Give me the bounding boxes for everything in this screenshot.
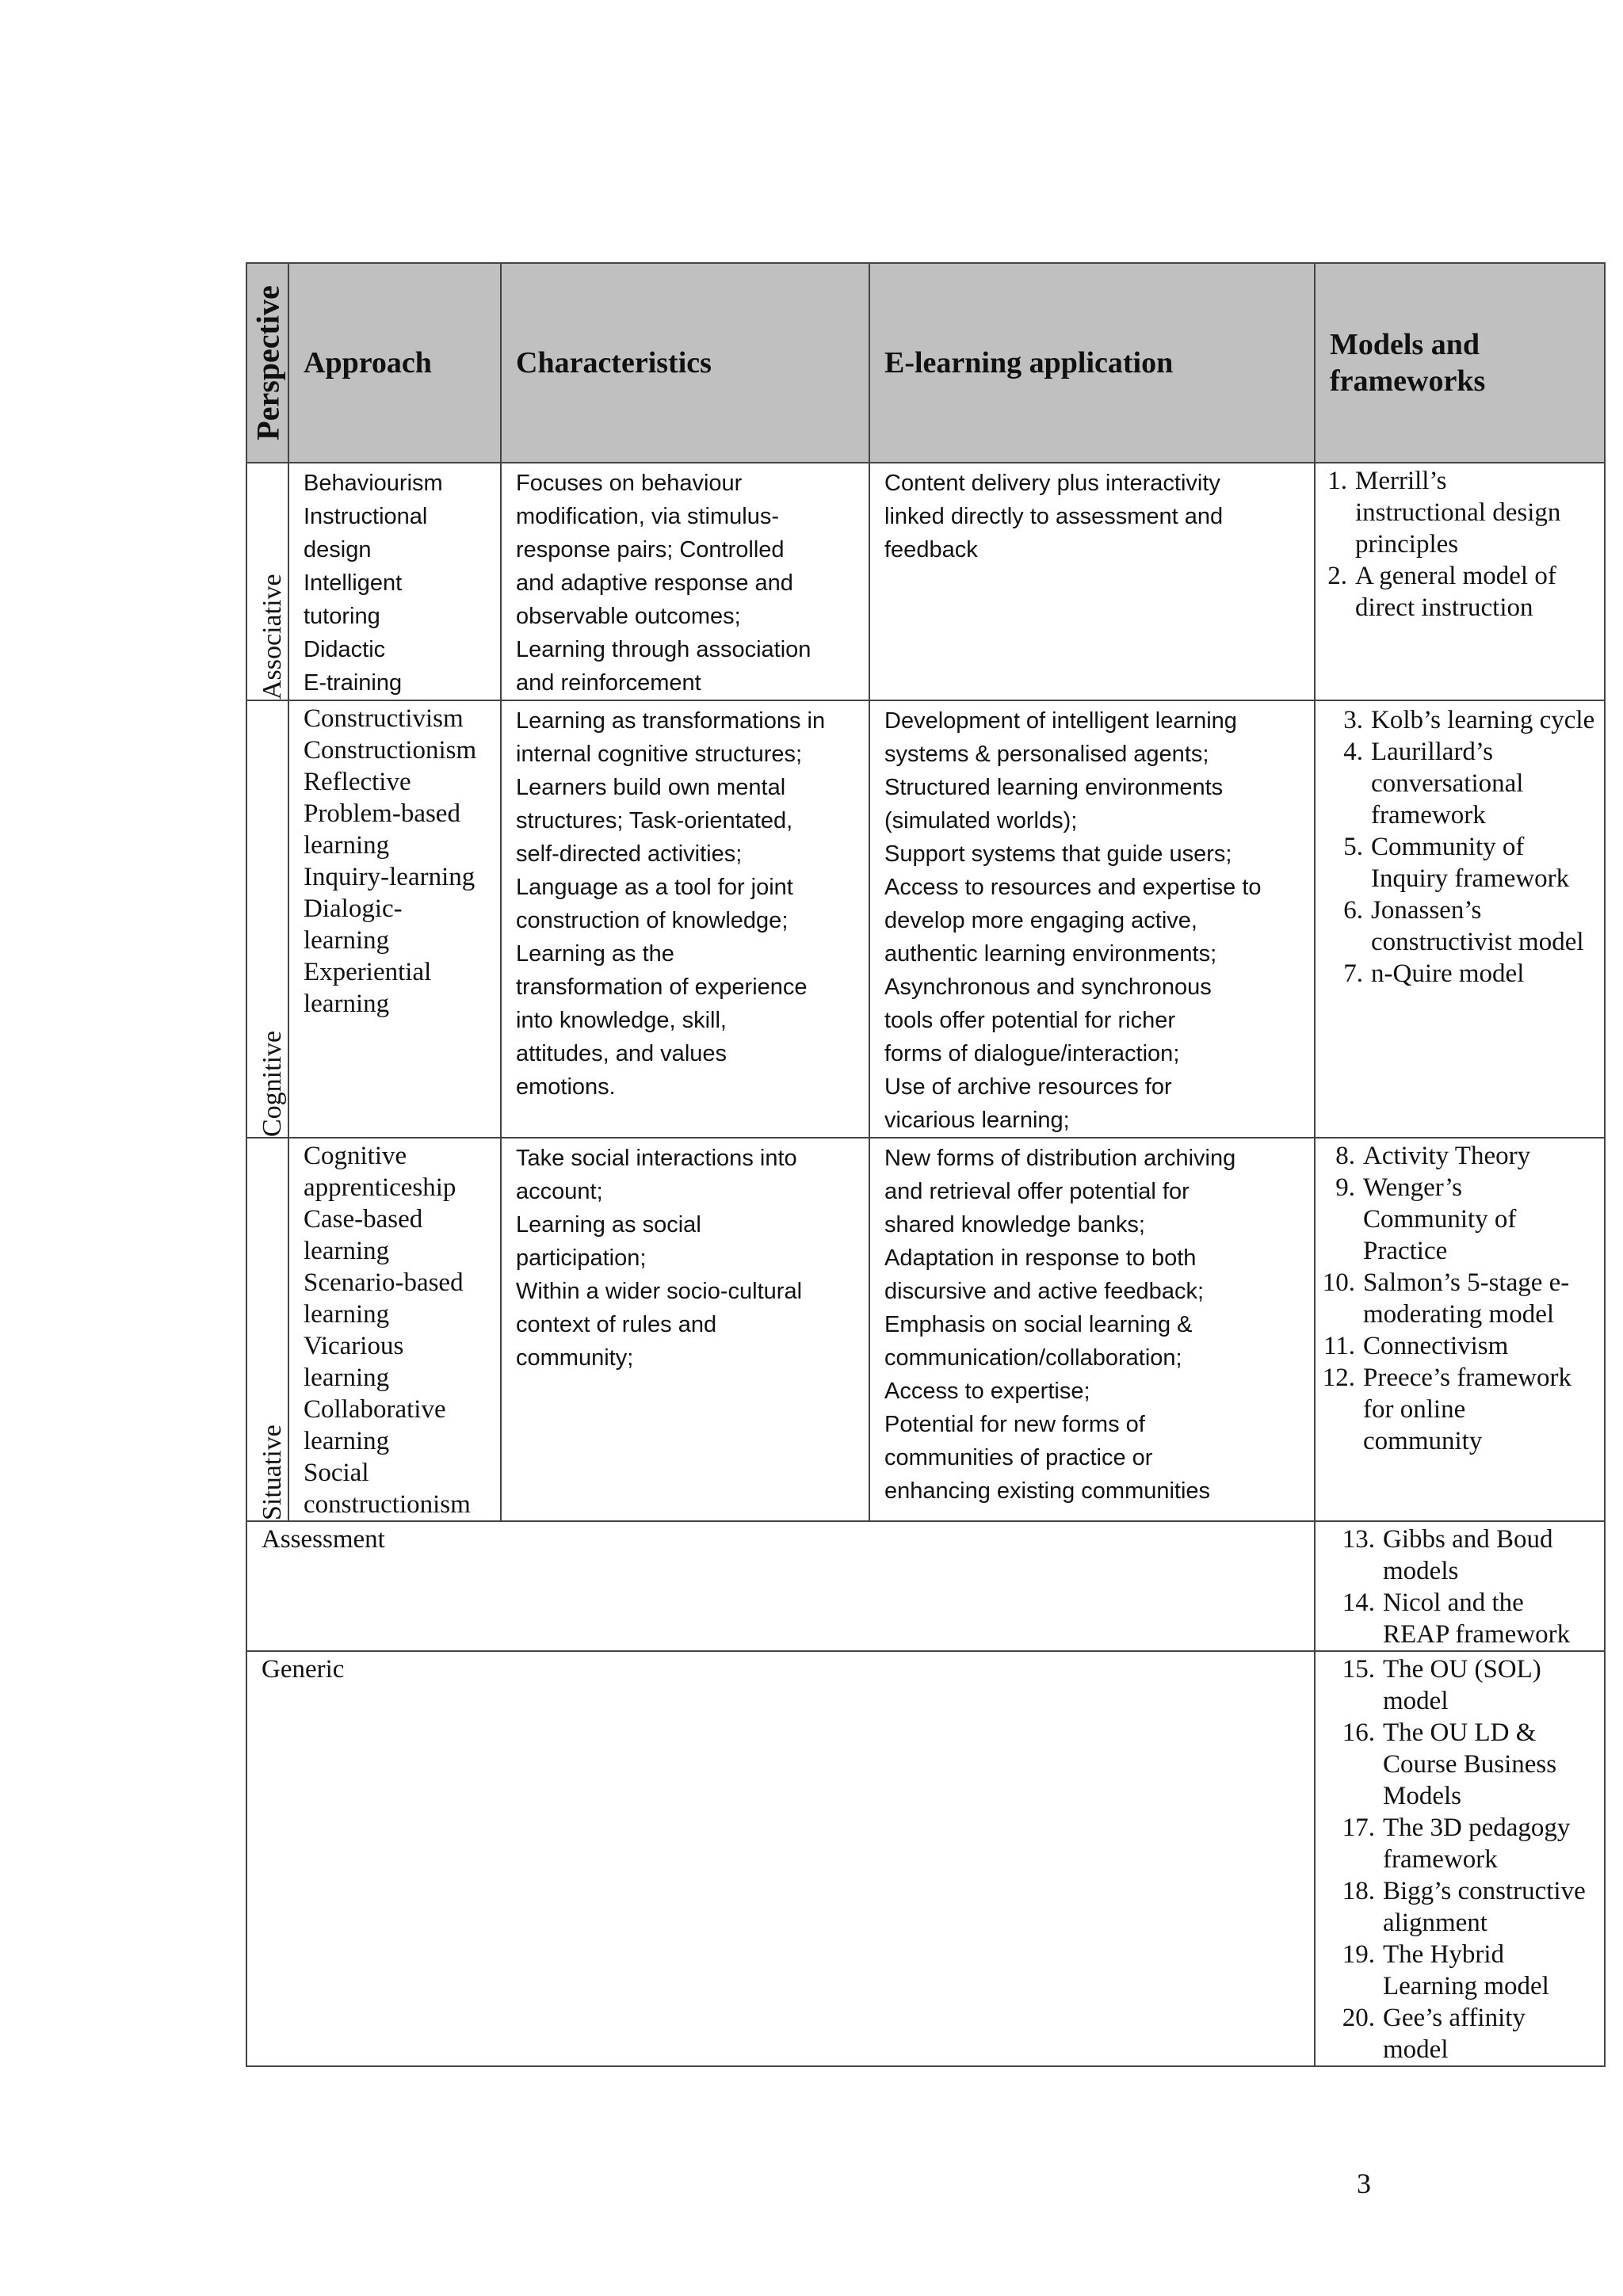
model-text-line: Inquiry framework <box>1371 864 1570 893</box>
text-line: linked directly to assessment and <box>884 504 1224 529</box>
text-line: modification, via stimulus- <box>516 504 779 529</box>
model-text <box>1363 1330 1604 1362</box>
model-text-line: Wenger’s <box>1363 1173 1463 1202</box>
text-line: discursive and active feedback; <box>884 1279 1204 1304</box>
text-line: Dialogic- <box>304 894 403 923</box>
model-item <box>1316 1812 1604 1875</box>
characteristics-text <box>502 1138 869 1375</box>
text-line: feedback <box>884 537 978 563</box>
model-text-line: community <box>1363 1427 1483 1455</box>
model-text-line: n-Quire model <box>1371 959 1525 988</box>
elearning-text <box>870 701 1314 1137</box>
row-associative <box>246 463 1605 700</box>
text-line: Learning through association <box>516 637 812 662</box>
text-line: Asynchronous and synchronous <box>884 974 1212 1000</box>
text-line: Experiential <box>304 958 432 986</box>
models-cell <box>1315 1521 1605 1651</box>
text-line: community; <box>516 1345 634 1371</box>
model-text-line: Kolb’s learning cycle <box>1371 706 1595 734</box>
model-text-line: Connectivism <box>1363 1332 1509 1360</box>
text-line: learning <box>304 1237 390 1265</box>
text-line: tools offer potential for richer <box>884 1008 1175 1033</box>
text-line: vicarious learning; <box>884 1108 1070 1133</box>
assessment-label: Assessment <box>262 1525 385 1554</box>
model-number: 3. <box>1343 706 1363 734</box>
header-characteristics-cell <box>501 263 869 463</box>
text-line: E-training <box>304 670 403 696</box>
models-cell <box>1315 1651 1605 2066</box>
model-number: 18. <box>1342 1877 1375 1905</box>
model-item <box>1316 1267 1604 1330</box>
model-number: 15. <box>1342 1655 1375 1684</box>
model-text-line: framework <box>1371 801 1486 830</box>
model-text-line: The OU (SOL) <box>1383 1655 1541 1684</box>
text-line: Structured learning environments <box>884 775 1224 800</box>
perspective-cell <box>246 1138 288 1521</box>
text-line: apprenticeship <box>304 1173 456 1202</box>
text-line: Within a wider socio-cultural <box>516 1279 803 1304</box>
text-line: tutoring <box>304 604 380 629</box>
model-item <box>1316 1587 1604 1650</box>
model-text <box>1355 465 1604 560</box>
model-text-line: Course Business <box>1383 1750 1557 1779</box>
model-text-line: The Hybrid <box>1383 1940 1505 1969</box>
perspective-label: Associative <box>257 574 287 700</box>
text-line: attitudes, and values <box>516 1041 727 1066</box>
text-line: Content delivery plus interactivity <box>884 471 1220 496</box>
model-text <box>1363 1267 1604 1330</box>
elearning-text <box>870 1138 1314 1508</box>
generic-label: Generic <box>262 1655 345 1684</box>
row-situative <box>246 1138 1605 1521</box>
text-line: internal cognitive structures; <box>516 742 803 767</box>
model-text <box>1383 1653 1604 1717</box>
model-number: 12. <box>1322 1363 1355 1392</box>
model-item <box>1316 1875 1604 1939</box>
model-item <box>1316 1653 1604 1717</box>
text-line: Vicarious <box>304 1332 404 1360</box>
model-item <box>1316 1524 1604 1587</box>
model-item <box>1316 465 1604 560</box>
text-line: Learners build own mental <box>516 775 786 800</box>
model-number: 5. <box>1343 833 1363 861</box>
model-number: 17. <box>1342 1814 1375 1842</box>
model-text-line: moderating model <box>1363 1300 1555 1329</box>
text-line: Constructionism <box>304 736 477 765</box>
model-item <box>1316 2002 1604 2065</box>
text-line: Scenario-based <box>304 1268 464 1297</box>
text-line: Reflective <box>304 768 411 796</box>
model-text-line: principles <box>1355 530 1459 559</box>
approach-cell <box>288 700 501 1138</box>
model-text-line: instructional design <box>1355 498 1561 527</box>
text-line: Emphasis on social learning & <box>884 1312 1193 1337</box>
model-text-line: direct instruction <box>1355 593 1533 622</box>
text-line: transformation of experience <box>516 974 808 1000</box>
model-text <box>1383 1524 1604 1587</box>
model-number: 13. <box>1342 1525 1375 1554</box>
approach-text <box>289 463 500 700</box>
text-line: forms of dialogue/interaction; <box>884 1041 1180 1066</box>
model-text-line: Community of <box>1371 833 1525 861</box>
model-text <box>1383 1812 1604 1875</box>
text-line: Behaviourism <box>304 471 443 496</box>
model-text-line: Activity Theory <box>1363 1142 1531 1170</box>
approach-cell <box>288 1138 501 1521</box>
model-text-line: Bigg’s constructive <box>1383 1877 1586 1905</box>
characteristics-cell <box>501 700 869 1138</box>
header-models: Models and frameworks <box>1330 328 1486 398</box>
model-number: 20. <box>1342 2004 1375 2032</box>
text-line: learning <box>304 1300 390 1329</box>
text-line: Take social interactions into <box>516 1146 797 1171</box>
text-line: develop more engaging active, <box>884 908 1197 933</box>
model-item <box>1316 560 1604 624</box>
models-cell <box>1315 463 1605 700</box>
text-line: authentic learning environments; <box>884 941 1217 967</box>
models-cell <box>1315 700 1605 1138</box>
text-line: construction of knowledge; <box>516 908 789 933</box>
model-text <box>1383 1939 1604 2002</box>
model-text-line: Preece’s framework <box>1363 1363 1571 1392</box>
text-line: Didactic <box>304 637 386 662</box>
elearning-cell <box>869 1138 1315 1521</box>
approach-cell <box>288 463 501 700</box>
text-line: into knowledge, skill, <box>516 1008 727 1033</box>
model-number: 2. <box>1327 562 1347 590</box>
text-line: Problem-based <box>304 799 460 828</box>
text-line: enhancing existing communities <box>884 1478 1211 1504</box>
generic-label-cell <box>246 1651 1315 2066</box>
text-line: Use of archive resources for <box>884 1074 1172 1100</box>
model-text-line: Salmon’s 5-stage e- <box>1363 1268 1570 1297</box>
model-text-line: A general model of <box>1355 562 1556 590</box>
model-text-line: The OU LD & <box>1383 1718 1537 1747</box>
text-line: Learning as transformations in <box>516 708 826 734</box>
model-text-line: Laurillard’s <box>1371 738 1493 766</box>
model-text <box>1363 1172 1604 1267</box>
approach-text <box>289 1138 500 1520</box>
model-number: 7. <box>1343 959 1363 988</box>
text-line: Adaptation in response to both <box>884 1245 1197 1271</box>
models-list <box>1316 465 1604 624</box>
text-line: constructionism <box>304 1490 471 1519</box>
model-number: 19. <box>1342 1940 1375 1969</box>
table-header-row <box>246 263 1605 463</box>
model-item <box>1316 1330 1604 1362</box>
text-line: learning <box>304 831 390 860</box>
model-text-line: Merrill’s <box>1355 467 1447 495</box>
model-text-line: model <box>1383 2035 1449 2064</box>
model-number: 9. <box>1335 1173 1355 1202</box>
models-list <box>1316 1653 1604 2065</box>
text-line: Intelligent <box>304 570 403 596</box>
model-text-line: model <box>1383 1687 1449 1715</box>
text-line: Language as a tool for joint <box>516 875 793 900</box>
text-line: structures; Task-orientated, <box>516 808 793 833</box>
text-line: learning <box>304 926 390 955</box>
model-text-line: for online <box>1363 1395 1466 1424</box>
text-line: communities of practice or <box>884 1445 1153 1470</box>
model-text <box>1383 2002 1604 2065</box>
text-line: shared knowledge banks; <box>884 1212 1145 1238</box>
characteristics-cell <box>501 463 869 700</box>
text-line: self-directed activities; <box>516 841 743 867</box>
text-line: New forms of distribution archiving <box>884 1146 1236 1171</box>
model-item <box>1316 736 1604 831</box>
model-text-line: framework <box>1383 1845 1498 1874</box>
model-number: 4. <box>1343 738 1363 766</box>
characteristics-cell <box>501 1138 869 1521</box>
model-item <box>1316 704 1604 736</box>
header-perspective: Perspective <box>250 285 285 441</box>
models-list <box>1316 704 1604 990</box>
model-text-line: Nicol and the <box>1383 1589 1524 1617</box>
model-text-line: Jonassen’s <box>1371 896 1482 925</box>
model-text-line: Gibbs and Boud <box>1383 1525 1553 1554</box>
model-number: 8. <box>1335 1142 1355 1170</box>
model-text <box>1383 1875 1604 1939</box>
model-text-line: Learning model <box>1383 1972 1549 2000</box>
text-line: Cognitive <box>304 1142 407 1170</box>
assessment-label-cell <box>246 1521 1315 1651</box>
model-text-line: Community of <box>1363 1205 1517 1234</box>
model-text-line: conversational <box>1371 769 1524 798</box>
model-item <box>1316 831 1604 894</box>
characteristics-text <box>502 463 869 700</box>
model-text <box>1371 958 1604 990</box>
header-characteristics: Characteristics <box>516 346 712 379</box>
frameworks-table <box>246 262 1606 2067</box>
model-text <box>1363 1140 1604 1172</box>
model-number: 6. <box>1343 896 1363 925</box>
elearning-text <box>870 463 1314 566</box>
row-cognitive <box>246 700 1605 1138</box>
model-item <box>1316 1717 1604 1812</box>
text-line: Instructional <box>304 504 428 529</box>
model-text-line: Models <box>1383 1782 1461 1810</box>
text-line: communication/collaboration; <box>884 1345 1182 1371</box>
text-line: Collaborative <box>304 1395 446 1424</box>
text-line: participation; <box>516 1245 647 1271</box>
text-line: design <box>304 537 372 563</box>
text-line: and reinforcement <box>516 670 701 696</box>
text-line: Learning as the <box>516 941 674 967</box>
models-list <box>1316 1140 1604 1457</box>
approach-text <box>289 701 500 1020</box>
model-text <box>1383 1717 1604 1812</box>
row-generic <box>246 1651 1605 2066</box>
model-text-line: Gee’s affinity <box>1383 2004 1526 2032</box>
model-text-line: models <box>1383 1557 1459 1585</box>
elearning-cell <box>869 700 1315 1138</box>
header-perspective-cell <box>246 263 288 463</box>
text-line: emotions. <box>516 1074 616 1100</box>
text-line: Access to expertise; <box>884 1379 1090 1404</box>
model-text <box>1371 736 1604 831</box>
header-approach: Approach <box>304 346 432 379</box>
model-number: 16. <box>1342 1718 1375 1747</box>
text-line: and retrieval offer potential for <box>884 1179 1190 1204</box>
text-line: learning <box>304 1427 390 1455</box>
header-approach-cell <box>288 263 501 463</box>
model-text <box>1355 560 1604 624</box>
header-models-cell <box>1315 263 1605 463</box>
text-line: Learning as social <box>516 1212 701 1238</box>
text-line: learning <box>304 1363 390 1392</box>
model-item <box>1316 958 1604 990</box>
header-elearning-cell <box>869 263 1315 463</box>
model-text-line: constructivist model <box>1371 928 1584 956</box>
model-item <box>1316 1172 1604 1267</box>
elearning-cell <box>869 463 1315 700</box>
text-line: Inquiry-learning <box>304 863 475 891</box>
model-text <box>1383 1587 1604 1650</box>
model-text-line: The 3D pedagogy <box>1383 1814 1571 1842</box>
text-line: Social <box>304 1459 369 1487</box>
text-line: Potential for new forms of <box>884 1412 1145 1437</box>
text-line: Constructivism <box>304 704 464 733</box>
model-item <box>1316 1140 1604 1172</box>
text-line: context of rules and <box>516 1312 717 1337</box>
text-line: and adaptive response and <box>516 570 793 596</box>
text-line: (simulated worlds); <box>884 808 1078 833</box>
text-line: account; <box>516 1179 603 1204</box>
text-line: Access to resources and expertise to <box>884 875 1262 900</box>
model-item <box>1316 1362 1604 1457</box>
perspective-label: Situative <box>257 1425 287 1520</box>
header-elearning: E-learning application <box>884 346 1174 379</box>
perspective-cell <box>246 463 288 700</box>
text-line: Focuses on behaviour <box>516 471 743 496</box>
models-list <box>1316 1524 1604 1650</box>
text-line: response pairs; Controlled <box>516 537 785 563</box>
text-line: Case-based <box>304 1205 423 1234</box>
text-line: Support systems that guide users; <box>884 841 1232 867</box>
model-text-line: REAP framework <box>1383 1620 1571 1649</box>
models-cell <box>1315 1138 1605 1521</box>
model-item <box>1316 894 1604 958</box>
model-number: 10. <box>1322 1268 1355 1297</box>
model-text <box>1371 894 1604 958</box>
perspective-label: Cognitive <box>257 1030 287 1137</box>
text-line: Development of intelligent learning <box>884 708 1237 734</box>
text-line: observable outcomes; <box>516 604 741 629</box>
model-text <box>1371 831 1604 894</box>
model-item <box>1316 1939 1604 2002</box>
page-number: 3 <box>1357 2168 1371 2199</box>
characteristics-text <box>502 701 869 1104</box>
model-number: 1. <box>1327 467 1347 495</box>
model-text-line: Practice <box>1363 1237 1448 1265</box>
text-line: systems & personalised agents; <box>884 742 1209 767</box>
row-assessment <box>246 1521 1605 1651</box>
model-number: 11. <box>1323 1332 1355 1360</box>
model-text <box>1363 1362 1604 1457</box>
text-line: learning <box>304 990 390 1018</box>
model-text <box>1371 704 1604 736</box>
model-number: 14. <box>1342 1589 1375 1617</box>
perspective-cell <box>246 700 288 1138</box>
model-text-line: alignment <box>1383 1909 1487 1937</box>
